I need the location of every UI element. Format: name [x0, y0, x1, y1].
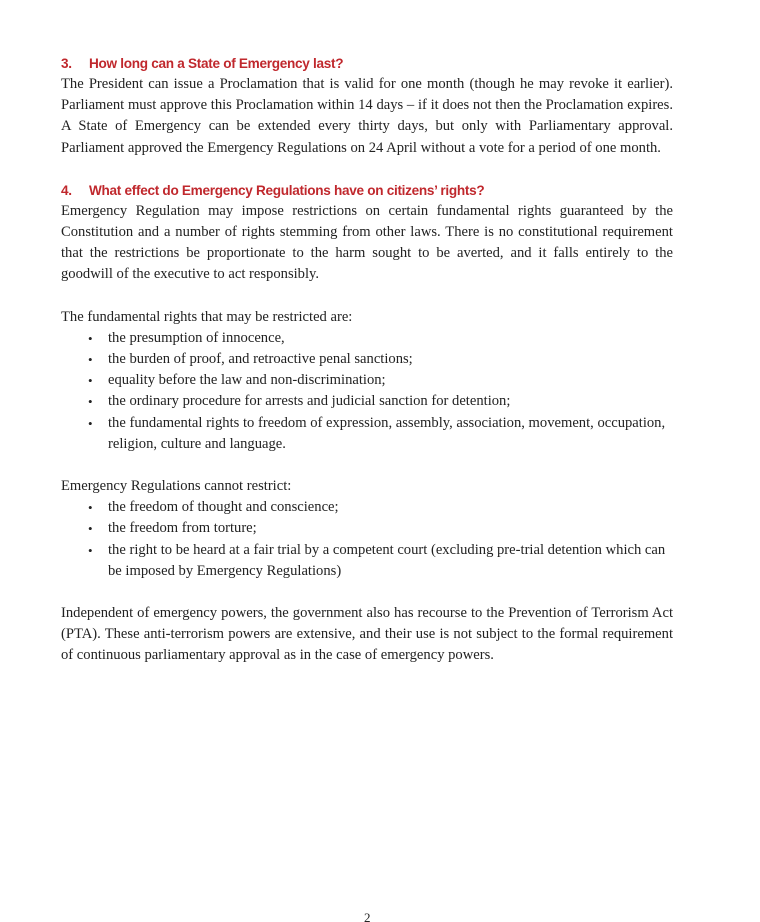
list-item-text: the freedom from torture;	[108, 520, 257, 537]
section-3-body: The President can issue a Proclamation that is valid for one month (though he may revoke it earlier). Parliament must approve this Proclamation within 14 days – if it does not then the Proclamation expires. A State of Emergency can be extended every thirty days, but only with Parliamentary approval. Parliament approved the Emergency Regulations on 24 April without a vote for a period of one month.	[61, 76, 673, 156]
restricted-rights-intro: The fundamental rights that may be restricted are:	[61, 308, 353, 325]
section-4-number: 4.	[61, 182, 72, 198]
section-3-number: 3.	[61, 56, 72, 71]
list-item-text: the burden of proof, and retroactive penal sanctions;	[108, 351, 413, 368]
list-item	[88, 349, 673, 370]
list-item-text: equality before the law and non-discrimination;	[108, 372, 386, 389]
section-4-body: Emergency Regulation may impose restrictions on certain fundamental rights guaranteed by the Constitution and a number of rights stemming from other laws. There is no constitutional requirement that the restrictions be proportionate to the harm sought to be averted, and it falls entirely to the goodwill of the executive to act responsibly.	[61, 202, 673, 283]
spacer	[61, 582, 673, 603]
list-item-text: the freedom of thought and conscience;	[108, 499, 339, 516]
list-item	[88, 328, 673, 349]
list-item	[88, 518, 673, 539]
page-number: 2	[364, 910, 371, 922]
bullet-icon: •	[88, 352, 93, 368]
section-3-heading	[61, 53, 673, 74]
list-item	[88, 497, 673, 518]
section-3-title: How long can a State of Emergency last?	[89, 56, 344, 71]
spacer	[61, 455, 673, 476]
list-item-text: the ordinary procedure for arrests and judicial sanction for detention;	[108, 393, 511, 410]
list-item	[88, 370, 673, 391]
bullet-icon: •	[88, 373, 93, 389]
spacer	[61, 159, 673, 180]
list-item	[88, 540, 673, 582]
closing-paragraph: Independent of emergency powers, the government also has recourse to the Prevention of Terrorism Act (PTA). These anti-terrorism powers are extensive, and their use is not subject to the formal requirement of continuous parliamentary approval as in the case of emergency powers.	[61, 605, 673, 664]
bullet-icon: •	[88, 521, 93, 537]
list-item-text: the fundamental rights to freedom of expression, assembly, association, movement, occupation, religion, culture and language.	[108, 414, 666, 452]
bullet-icon: •	[88, 415, 93, 431]
cannot-restrict-intro: Emergency Regulations cannot restrict:	[61, 478, 292, 495]
section-4-title: What effect do Emergency Regulations have on citizens’ rights?	[89, 182, 485, 198]
bullet-icon: •	[88, 542, 93, 558]
bullet-icon: •	[88, 394, 93, 410]
section-4-heading	[61, 180, 673, 201]
bullet-icon: •	[88, 330, 93, 346]
page-content	[61, 53, 673, 667]
list-item	[88, 413, 673, 455]
restricted-rights-list	[61, 328, 673, 455]
spacer	[61, 286, 673, 307]
cannot-restrict-list	[61, 497, 673, 582]
list-item-text: the presumption of innocence,	[108, 329, 285, 346]
bullet-icon: •	[88, 500, 93, 516]
list-item	[88, 391, 673, 412]
list-item-text: the right to be heard at a fair trial by a competent court (excluding pre-trial detention which can be imposed by Emergency Regulations)	[108, 541, 666, 579]
